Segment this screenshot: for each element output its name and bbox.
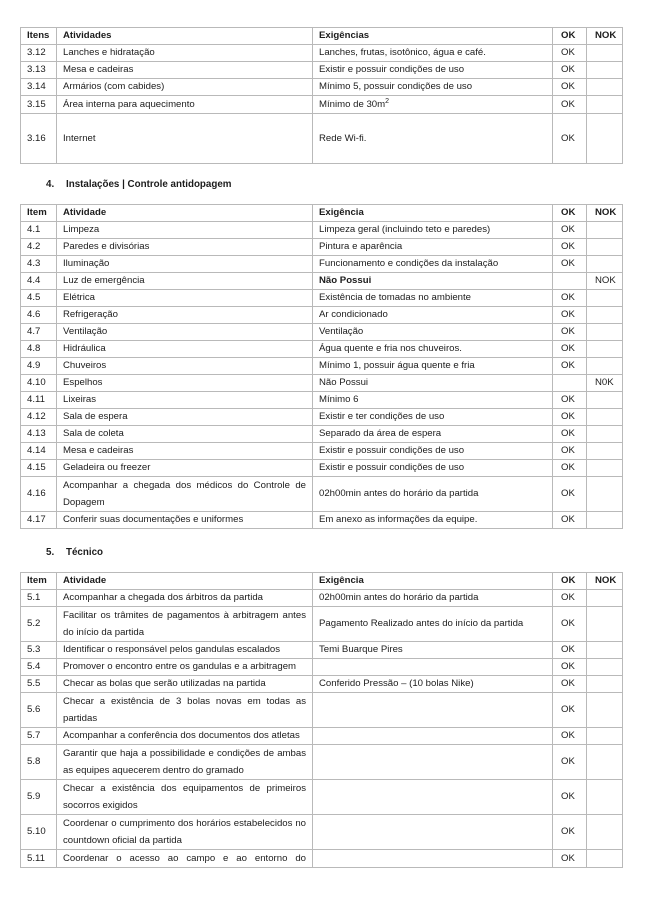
row-ok: OK [553, 815, 587, 850]
row-exigencia [313, 96, 553, 114]
row-atividade: Elétrica [57, 290, 313, 307]
row-nok [587, 79, 623, 96]
row-ok: OK [553, 222, 587, 239]
table-section-5 [20, 572, 623, 868]
row-item: 4.2 [21, 239, 57, 256]
row-nok [587, 659, 623, 676]
row-nok: NOK [587, 273, 623, 290]
table-row [21, 392, 623, 409]
section-title-text: Técnico [66, 547, 104, 558]
row-atividade: Mesa e cadeiras [57, 443, 313, 460]
row-item: 4.7 [21, 324, 57, 341]
row-atividade: Coordenar o acesso ao campo e ao entorno do [57, 850, 313, 868]
table-row [21, 256, 623, 273]
row-ok: OK [553, 290, 587, 307]
row-atividade: Sala de coleta [57, 426, 313, 443]
row-atividade: Sala de espera [57, 409, 313, 426]
row-atividade: Chuveiros [57, 358, 313, 375]
row-ok: OK [553, 443, 587, 460]
table-row [21, 815, 623, 850]
row-exigencia: Mínimo 5, possuir condições de uso [313, 79, 553, 96]
row-exigencia: Rede Wi-fi. [313, 114, 553, 164]
row-item: 5.1 [21, 590, 57, 607]
row-atividade: Paredes e divisórias [57, 239, 313, 256]
table-row [21, 745, 623, 780]
row-atividade: Coordenar o cumprimento dos horários estabelecidos no countdown oficial da partida [57, 815, 313, 850]
row-item: 3.15 [21, 96, 57, 114]
row-nok [587, 409, 623, 426]
row-atividade: Acompanhar a chegada dos árbitros da partida [57, 590, 313, 607]
row-nok [587, 745, 623, 780]
row-atividade: Lixeiras [57, 392, 313, 409]
row-exigencia [313, 659, 553, 676]
row-ok: OK [553, 676, 587, 693]
row-atividade: Área interna para aquecimento [57, 96, 313, 114]
row-nok [587, 45, 623, 62]
table-row [21, 45, 623, 62]
table-row [21, 290, 623, 307]
table-row [21, 409, 623, 426]
row-nok [587, 256, 623, 273]
row-ok: OK [553, 62, 587, 79]
row-ok: OK [553, 256, 587, 273]
row-ok: OK [553, 96, 587, 114]
table-row [21, 358, 623, 375]
table-row [21, 324, 623, 341]
row-atividade: Ventilação [57, 324, 313, 341]
header-exigencia: Exigência [313, 573, 553, 590]
section-number: 4. [46, 179, 55, 190]
row-atividade: Lanches e hidratação [57, 45, 313, 62]
row-nok [587, 460, 623, 477]
header-atividade: Atividades [57, 28, 313, 45]
row-atividade: Facilitar os trâmites de pagamentos à arbitragem antes do início da partida [57, 607, 313, 642]
row-exigencia: Conferido Pressão – (10 bolas Nike) [313, 676, 553, 693]
row-nok [587, 290, 623, 307]
row-ok: OK [553, 79, 587, 96]
table-row [21, 273, 623, 290]
row-ok: OK [553, 426, 587, 443]
table-row [21, 62, 623, 79]
row-atividade: Garantir que haja a possibilidade e condições de ambas as equipes aquecerem dentro do gramado [57, 745, 313, 780]
table-row [21, 850, 623, 868]
row-exigencia: Existir e possuir condições de uso [313, 443, 553, 460]
row-ok: OK [553, 850, 587, 868]
row-exigencia: Existir e possuir condições de uso [313, 62, 553, 79]
table-row [21, 659, 623, 676]
table-header [21, 205, 623, 222]
row-atividade: Hidráulica [57, 341, 313, 358]
row-ok: OK [553, 745, 587, 780]
row-nok [587, 114, 623, 164]
row-item: 4.3 [21, 256, 57, 273]
row-ok: OK [553, 512, 587, 529]
row-exigencia: Funcionamento e condições da instalação [313, 256, 553, 273]
row-ok: OK [553, 114, 587, 164]
row-exigencia [313, 728, 553, 745]
section-5-title [46, 547, 103, 558]
row-item: 3.12 [21, 45, 57, 62]
row-nok [587, 676, 623, 693]
row-exigencia: Lanches, frutas, isotônico, água e café. [313, 45, 553, 62]
row-item: 5.8 [21, 745, 57, 780]
row-item: 3.16 [21, 114, 57, 164]
row-exigencia: Em anexo as informações da equipe. [313, 512, 553, 529]
row-item: 5.5 [21, 676, 57, 693]
row-nok [587, 780, 623, 815]
row-ok: OK [553, 728, 587, 745]
row-item: 4.17 [21, 512, 57, 529]
row-atividade: Refrigeração [57, 307, 313, 324]
row-exigencia [313, 745, 553, 780]
section-number: 5. [46, 547, 55, 558]
row-ok: OK [553, 392, 587, 409]
row-exigencia: Não Possui [313, 375, 553, 392]
row-item: 4.10 [21, 375, 57, 392]
row-item: 4.11 [21, 392, 57, 409]
header-atividade: Atividade [57, 573, 313, 590]
row-exigencia [313, 780, 553, 815]
table-row [21, 512, 623, 529]
row-nok: N0K [587, 375, 623, 392]
row-exigencia [313, 850, 553, 868]
row-nok [587, 642, 623, 659]
row-nok [587, 222, 623, 239]
row-exigencia: Água quente e fria nos chuveiros. [313, 341, 553, 358]
row-item: 5.2 [21, 607, 57, 642]
row-nok [587, 728, 623, 745]
row-exigencia: Mínimo 6 [313, 392, 553, 409]
section-4-title [46, 179, 232, 190]
table-header [21, 573, 623, 590]
row-ok [553, 273, 587, 290]
row-ok: OK [553, 358, 587, 375]
header-nok: NOK [587, 205, 623, 222]
row-item: 4.13 [21, 426, 57, 443]
row-atividade: Checar a existência dos equipamentos de primeiros socorros exigidos [57, 780, 313, 815]
row-nok [587, 358, 623, 375]
header-ok: OK [553, 28, 587, 45]
row-exigencia: Existência de tomadas no ambiente [313, 290, 553, 307]
row-exigencia: Limpeza geral (incluindo teto e paredes) [313, 222, 553, 239]
row-item: 4.16 [21, 477, 57, 512]
row-nok [587, 239, 623, 256]
row-item: 3.13 [21, 62, 57, 79]
header-item: Item [21, 573, 57, 590]
row-exigencia: Separado da área de espera [313, 426, 553, 443]
row-item: 4.5 [21, 290, 57, 307]
row-atividade: Luz de emergência [57, 273, 313, 290]
row-nok [587, 850, 623, 868]
table-row [21, 607, 623, 642]
row-nok [587, 693, 623, 728]
table-row [21, 426, 623, 443]
row-item: 4.4 [21, 273, 57, 290]
table-section-3 [20, 27, 623, 164]
row-item: 4.12 [21, 409, 57, 426]
row-ok: OK [553, 590, 587, 607]
row-ok: OK [553, 659, 587, 676]
row-exigencia: Ventilação [313, 324, 553, 341]
row-nok [587, 307, 623, 324]
exigencia-text: Mínimo de 30m [319, 98, 386, 110]
row-nok [587, 324, 623, 341]
header-atividade: Atividade [57, 205, 313, 222]
row-ok: OK [553, 607, 587, 642]
header-nok: NOK [587, 573, 623, 590]
table-row [21, 728, 623, 745]
row-ok [553, 375, 587, 392]
row-exigencia: 02h00min antes do horário da partida [313, 477, 553, 512]
row-ok: OK [553, 341, 587, 358]
row-ok: OK [553, 693, 587, 728]
row-item: 5.11 [21, 850, 57, 868]
table-row [21, 477, 623, 512]
header-ok: OK [553, 573, 587, 590]
row-atividade: Iluminação [57, 256, 313, 273]
row-ok: OK [553, 642, 587, 659]
row-ok: OK [553, 780, 587, 815]
header-ok: OK [553, 205, 587, 222]
row-nok [587, 426, 623, 443]
row-item: 5.9 [21, 780, 57, 815]
row-atividade: Internet [57, 114, 313, 164]
table-row [21, 460, 623, 477]
row-item: 4.9 [21, 358, 57, 375]
header-exigencia: Exigência [313, 205, 553, 222]
table-row [21, 693, 623, 728]
row-exigencia [313, 815, 553, 850]
row-nok [587, 590, 623, 607]
row-item: 5.3 [21, 642, 57, 659]
superscript: 2 [385, 97, 390, 105]
table-row [21, 307, 623, 324]
table-header [21, 28, 623, 45]
row-nok [587, 607, 623, 642]
row-item: 5.4 [21, 659, 57, 676]
row-atividade: Mesa e cadeiras [57, 62, 313, 79]
table-row [21, 79, 623, 96]
row-atividade: Checar a existência de 3 bolas novas em todas as partidas [57, 693, 313, 728]
row-item: 4.15 [21, 460, 57, 477]
row-exigencia: Pintura e aparência [313, 239, 553, 256]
row-exigencia: Mínimo 1, possuir água quente e fria [313, 358, 553, 375]
header-nok: NOK [587, 28, 623, 45]
row-ok: OK [553, 477, 587, 512]
table-row [21, 375, 623, 392]
row-ok: OK [553, 239, 587, 256]
row-ok: OK [553, 324, 587, 341]
header-item: Itens [21, 28, 57, 45]
row-item: 4.14 [21, 443, 57, 460]
row-atividade: Espelhos [57, 375, 313, 392]
row-nok [587, 815, 623, 850]
row-item: 5.10 [21, 815, 57, 850]
row-exigencia: Temi Buarque Pires [313, 642, 553, 659]
row-ok: OK [553, 460, 587, 477]
row-atividade: Acompanhar a conferência dos documentos dos atletas [57, 728, 313, 745]
table-row [21, 642, 623, 659]
row-nok [587, 477, 623, 512]
row-atividade: Checar as bolas que serão utilizadas na partida [57, 676, 313, 693]
row-nok [587, 392, 623, 409]
row-item: 5.7 [21, 728, 57, 745]
row-exigencia: Pagamento Realizado antes do início da partida [313, 607, 553, 642]
row-ok: OK [553, 409, 587, 426]
row-atividade: Identificar o responsável pelos gandulas escalados [57, 642, 313, 659]
table-row [21, 443, 623, 460]
row-atividade: Conferir suas documentações e uniformes [57, 512, 313, 529]
table-row [21, 590, 623, 607]
row-exigencia: 02h00min antes do horário da partida [313, 590, 553, 607]
row-item: 5.6 [21, 693, 57, 728]
table-section-4 [20, 204, 623, 529]
row-item: 4.1 [21, 222, 57, 239]
row-exigencia: Não Possui [313, 273, 553, 290]
row-exigencia [313, 693, 553, 728]
row-exigencia: Ar condicionado [313, 307, 553, 324]
row-nok [587, 443, 623, 460]
table-row [21, 676, 623, 693]
table-row [21, 239, 623, 256]
row-exigencia: Existir e possuir condições de uso [313, 460, 553, 477]
row-item: 3.14 [21, 79, 57, 96]
row-exigencia: Existir e ter condições de uso [313, 409, 553, 426]
table-row [21, 341, 623, 358]
row-atividade: Geladeira ou freezer [57, 460, 313, 477]
table-row [21, 222, 623, 239]
header-exigencia: Exigências [313, 28, 553, 45]
row-item: 4.8 [21, 341, 57, 358]
row-atividade: Armários (com cabides) [57, 79, 313, 96]
table-row [21, 96, 623, 114]
row-item: 4.6 [21, 307, 57, 324]
row-ok: OK [553, 307, 587, 324]
row-atividade: Acompanhar a chegada dos médicos do Controle de Dopagem [57, 477, 313, 512]
row-ok: OK [553, 45, 587, 62]
header-item: Item [21, 205, 57, 222]
row-nok [587, 96, 623, 114]
section-title-text: Instalações | Controle antidopagem [66, 179, 232, 190]
row-nok [587, 62, 623, 79]
row-nok [587, 341, 623, 358]
table-row [21, 114, 623, 164]
table-row [21, 780, 623, 815]
row-nok [587, 512, 623, 529]
row-atividade: Limpeza [57, 222, 313, 239]
row-atividade: Promover o encontro entre os gandulas e a arbitragem [57, 659, 313, 676]
